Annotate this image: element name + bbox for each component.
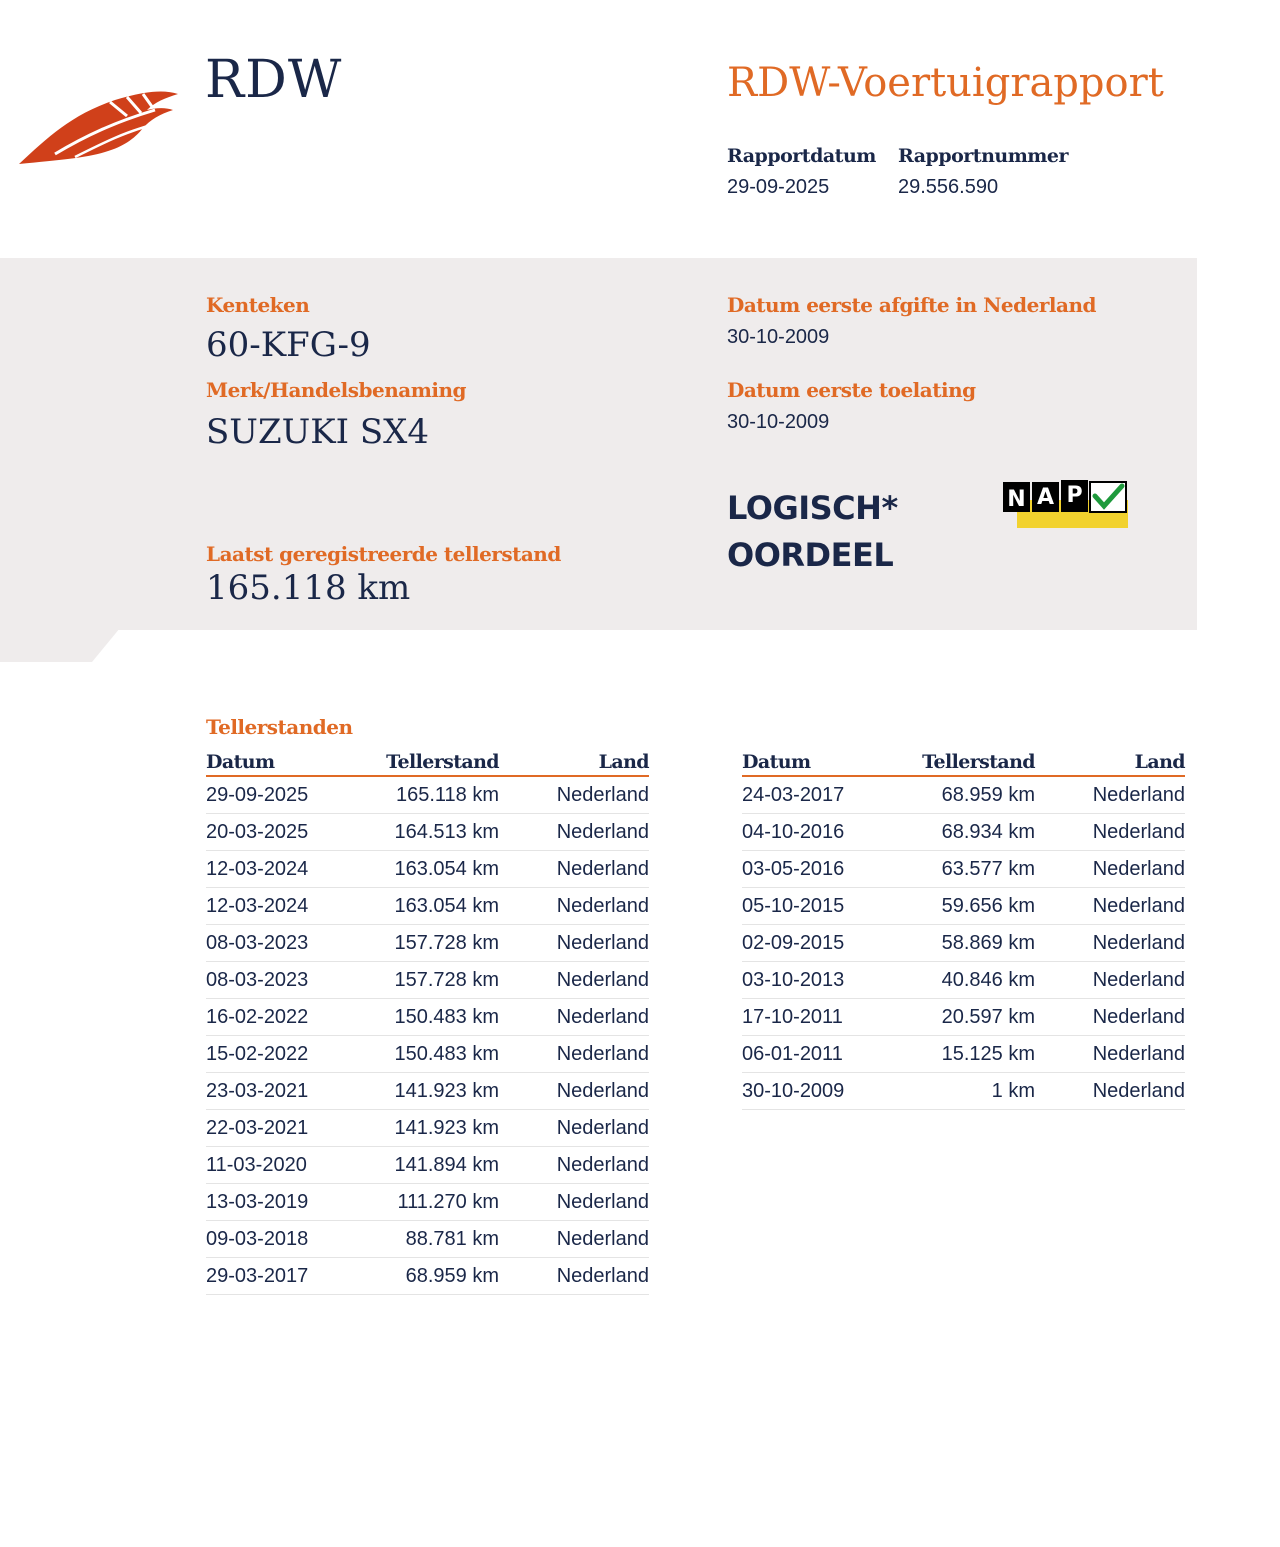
cell-reading: 150.483 km	[356, 999, 499, 1036]
cell-date: 08-03-2023	[206, 962, 356, 999]
cell-date: 17-10-2011	[742, 999, 892, 1036]
table-row	[206, 1184, 649, 1221]
cell-reading: 141.923 km	[356, 1110, 499, 1147]
odometer-table-right	[742, 745, 1185, 1110]
cell-date: 15-02-2022	[206, 1036, 356, 1073]
report-date: 29-09-2025	[727, 176, 830, 198]
verdict-line-1: LOGISCH*	[727, 489, 898, 527]
cell-country: Nederland	[499, 814, 649, 851]
table-row	[206, 962, 649, 999]
cell-reading: 163.054 km	[356, 851, 499, 888]
table-row	[742, 962, 1185, 999]
cell-country: Nederland	[1035, 925, 1185, 962]
cell-country: Nederland	[499, 925, 649, 962]
cell-country: Nederland	[499, 1184, 649, 1221]
cell-country: Nederland	[499, 888, 649, 925]
col-country-header: Land	[499, 745, 649, 776]
cell-date: 08-03-2023	[206, 925, 356, 962]
table-row	[742, 888, 1185, 925]
table-row	[206, 1147, 649, 1184]
cell-reading: 88.781 km	[356, 1221, 499, 1258]
first-admission-label: Datum eerste toelating	[727, 378, 976, 402]
cell-date: 12-03-2024	[206, 851, 356, 888]
col-reading-header: Tellerstand	[356, 745, 499, 776]
cell-reading: 165.118 km	[356, 776, 499, 814]
cell-country: Nederland	[499, 776, 649, 814]
nap-verdict	[727, 485, 898, 579]
make-label: Merk/Handelsbenaming	[206, 378, 467, 402]
cell-reading: 68.934 km	[892, 814, 1035, 851]
cell-date: 09-03-2018	[206, 1221, 356, 1258]
table-row	[742, 851, 1185, 888]
rdw-logo-icon	[15, 80, 185, 170]
table-row	[206, 1221, 649, 1258]
cell-country: Nederland	[499, 1036, 649, 1073]
table-row	[742, 1073, 1185, 1110]
table-row	[206, 1110, 649, 1147]
report-number: 29.556.590	[898, 176, 999, 198]
cell-country: Nederland	[1035, 999, 1185, 1036]
cell-reading: 58.869 km	[892, 925, 1035, 962]
col-date-header: Datum	[742, 745, 892, 776]
cell-date: 30-10-2009	[742, 1073, 892, 1110]
cell-reading: 157.728 km	[356, 962, 499, 999]
col-date-header: Datum	[206, 745, 356, 776]
table-row	[206, 1036, 649, 1073]
cell-date: 03-05-2016	[742, 851, 892, 888]
table-row	[742, 925, 1185, 962]
plate-label: Kenteken	[206, 293, 310, 317]
cell-reading: 68.959 km	[892, 776, 1035, 814]
table-row	[742, 1036, 1185, 1073]
table-row	[206, 814, 649, 851]
cell-reading: 111.270 km	[356, 1184, 499, 1221]
odometer-value: 165.118 km	[206, 568, 411, 608]
cell-reading: 20.597 km	[892, 999, 1035, 1036]
cell-reading: 15.125 km	[892, 1036, 1035, 1073]
make-value: SUZUKI SX4	[206, 412, 429, 452]
cell-reading: 59.656 km	[892, 888, 1035, 925]
nap-letter-p: P	[1066, 483, 1083, 508]
col-reading-header: Tellerstand	[892, 745, 1035, 776]
report-title: RDW-Voertuigrapport	[727, 60, 1164, 106]
cell-date: 13-03-2019	[206, 1184, 356, 1221]
cell-country: Nederland	[499, 1110, 649, 1147]
cell-country: Nederland	[499, 1221, 649, 1258]
table-row	[206, 1258, 649, 1295]
cell-reading: 141.894 km	[356, 1147, 499, 1184]
cell-date: 04-10-2016	[742, 814, 892, 851]
cell-country: Nederland	[499, 1073, 649, 1110]
cell-reading: 63.577 km	[892, 851, 1035, 888]
nap-letter-a: A	[1036, 485, 1055, 510]
first-nl-value: 30-10-2009	[727, 326, 830, 348]
cell-country: Nederland	[499, 851, 649, 888]
table-row	[206, 851, 649, 888]
table-header-row	[206, 745, 649, 776]
cell-date: 20-03-2025	[206, 814, 356, 851]
cell-date: 12-03-2024	[206, 888, 356, 925]
cell-reading: 1 km	[892, 1073, 1035, 1110]
odometer-history-title: Tellerstanden	[206, 715, 353, 739]
table-row	[206, 999, 649, 1036]
cell-date: 11-03-2020	[206, 1147, 356, 1184]
cell-reading: 163.054 km	[356, 888, 499, 925]
odometer-label: Laatst geregistreerde tellerstand	[206, 542, 561, 566]
cell-country: Nederland	[499, 962, 649, 999]
report-date-label: Rapportdatum	[727, 145, 876, 167]
table-row	[742, 776, 1185, 814]
cell-country: Nederland	[1035, 851, 1185, 888]
first-nl-label: Datum eerste afgifte in Nederland	[727, 293, 1096, 317]
cell-date: 24-03-2017	[742, 776, 892, 814]
cell-country: Nederland	[1035, 776, 1185, 814]
cell-country: Nederland	[499, 1147, 649, 1184]
cell-date: 02-09-2015	[742, 925, 892, 962]
cell-country: Nederland	[499, 1258, 649, 1295]
cell-country: Nederland	[1035, 1036, 1185, 1073]
report-number-label: Rapportnummer	[898, 145, 1069, 167]
cell-date: 16-02-2022	[206, 999, 356, 1036]
cell-country: Nederland	[1035, 814, 1185, 851]
cell-reading: 68.959 km	[356, 1258, 499, 1295]
table-row	[206, 776, 649, 814]
nap-logo-icon	[1003, 480, 1128, 528]
panel-tab-shape	[0, 628, 120, 662]
cell-country: Nederland	[1035, 962, 1185, 999]
cell-date: 22-03-2021	[206, 1110, 356, 1147]
cell-reading: 150.483 km	[356, 1036, 499, 1073]
first-admission-value: 30-10-2009	[727, 411, 830, 433]
cell-reading: 157.728 km	[356, 925, 499, 962]
cell-date: 05-10-2015	[742, 888, 892, 925]
table-row	[206, 1073, 649, 1110]
cell-country: Nederland	[499, 999, 649, 1036]
cell-date: 29-03-2017	[206, 1258, 356, 1295]
cell-date: 23-03-2021	[206, 1073, 356, 1110]
cell-reading: 164.513 km	[356, 814, 499, 851]
verdict-line-2: OORDEEL	[727, 536, 894, 574]
logo-wordmark: RDW	[205, 50, 343, 110]
table-row	[206, 888, 649, 925]
odometer-table-left	[206, 745, 649, 1295]
table-row	[742, 814, 1185, 851]
cell-country: Nederland	[1035, 1073, 1185, 1110]
col-country-header: Land	[1035, 745, 1185, 776]
cell-date: 06-01-2011	[742, 1036, 892, 1073]
cell-reading: 40.846 km	[892, 962, 1035, 999]
cell-country: Nederland	[1035, 888, 1185, 925]
plate-value: 60-KFG-9	[206, 325, 371, 365]
table-row	[206, 925, 649, 962]
cell-date: 29-09-2025	[206, 776, 356, 814]
nap-letter-n: N	[1007, 487, 1026, 512]
cell-reading: 141.923 km	[356, 1073, 499, 1110]
cell-date: 03-10-2013	[742, 962, 892, 999]
table-row	[742, 999, 1185, 1036]
table-header-row	[742, 745, 1185, 776]
